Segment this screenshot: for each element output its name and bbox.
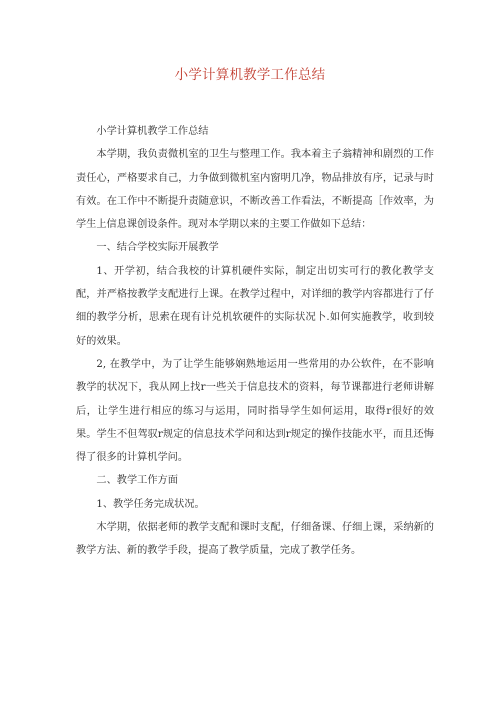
document-body bbox=[76, 120, 434, 563]
subsection-heading-1: 1、教学任务完成状况。 bbox=[96, 498, 205, 510]
intro-paragraph: 本学期，我负责微机室的卫生与整理工作。我本着主子翁精神和剧烈的工作责任心，严格要求自己，力争做到微机室内窗明几净，物品排放有序，记录与时有效。在工作中不断提升责随意识，不断改善工作看法，不断提高［作效率，为学生上信息课创设条件。现对本学期以来的主要工作做如下总结： bbox=[76, 149, 434, 231]
section-heading-1: 一、结合学校实际开展教学 bbox=[96, 242, 219, 254]
section-heading-2: 二、教学工作方面 bbox=[96, 475, 178, 487]
subtitle-paragraph: 小学计算机教学工作总结 bbox=[96, 126, 209, 137]
paragraph-item-3: 木学期，依据老师的教学支配和课时支配，仔细备课、仔细上课，采纳新的教学方法、新的教学手段，提高了教学质量，完成了教学任务。 bbox=[76, 522, 434, 557]
paragraph-item-2: 2, 在教学中，为了让学生能够娴熟地运用一些常用的办公软件，在不影响教学的状况下，我从网上找r一些关于信息技术的资料，每节课都进行老师讲解后，让学生进行相应的练习与运用，同时指导学生如何运用，取得r很好的效果。学生不但驾驭r规定的信息技术学问和达到r规定的操作技能水平，而且还悔得了很多的计算机学问。 bbox=[76, 358, 434, 464]
paragraph-item-1: 1、开学初，结合我校的计算机硬件实际，制定出切实可行的教化教学支配，并严格按教学支配进行上课。在教学过程中，对详细的教学内容都进行了仔细的教学分析，思索在现有计兑机软硬件的实际状况卜.如何实施教学，收到较好的效果。 bbox=[76, 265, 434, 347]
document-title: 小学计算机教学工作总结 bbox=[174, 67, 326, 83]
